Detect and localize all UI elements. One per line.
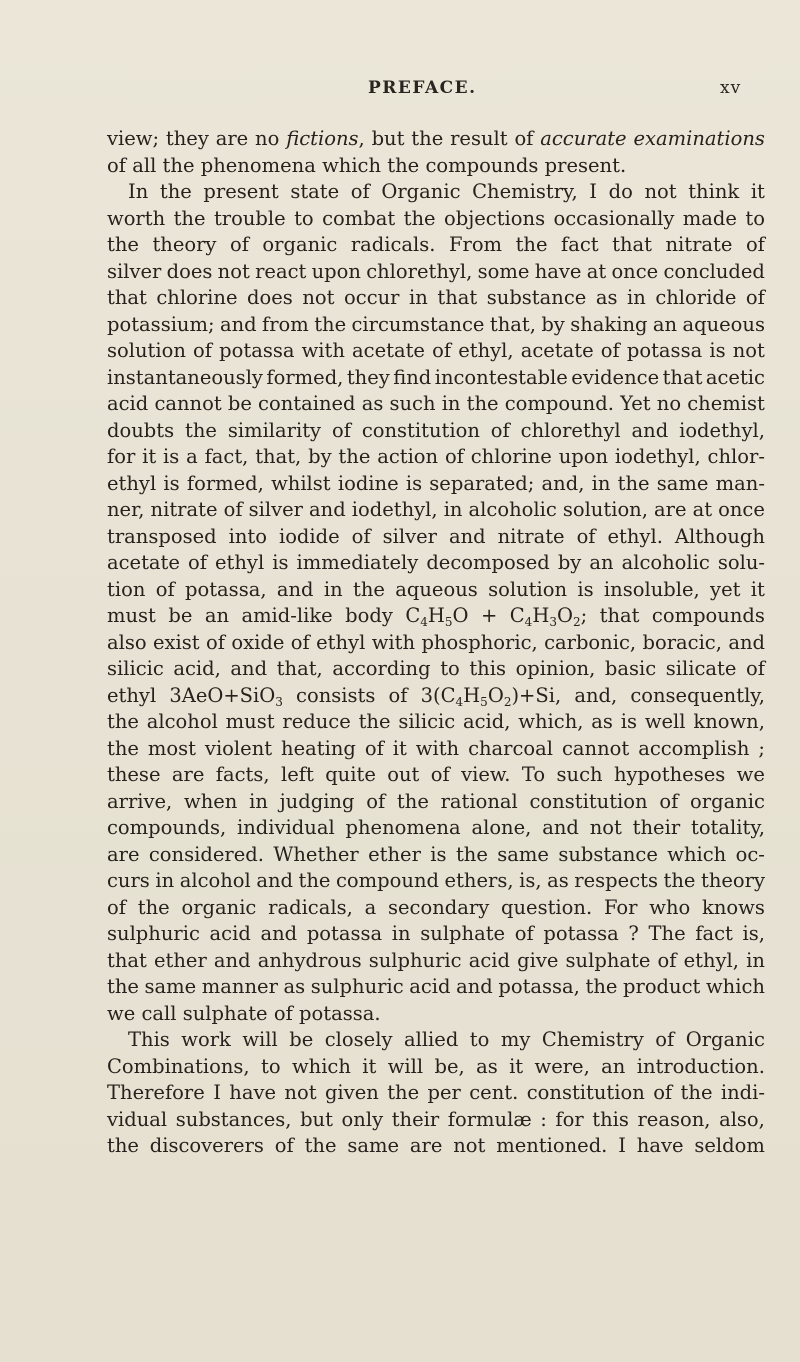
- text-line: potassium; and from the circumstance that, by shaking an aqueous: [107, 312, 765, 336]
- text-line: Therefore I have not given the per cent. constitution of the indi-: [107, 1081, 765, 1104]
- text-line: of the organic radicals, a secondary question. For who knows: [107, 895, 765, 919]
- text-line: view; they are no fictions, but the result of accurate examinations: [107, 127, 765, 150]
- text-line: are considered. Whether ether is the same substance which oc-: [107, 842, 765, 866]
- text-line: for it is a fact, that, by the action of chlorine upon iodethyl, chlor-: [107, 445, 765, 468]
- text-line: sulphuric acid and potassa in sulphate of potassa ? The fact is,: [107, 922, 765, 945]
- text-line: the most violent heating of it with charcoal cannot accomplish ;: [107, 736, 765, 760]
- text-line: solution of potassa with acetate of ethyl, acetate of potassa is not: [107, 339, 765, 362]
- text-line: curs in alcohol and the compound ethers, is, as respects the theory: [107, 869, 765, 892]
- text-line: ethyl is formed, whilst iodine is separated; and, in the same man-: [107, 471, 765, 495]
- text-line: these are facts, left quite out of view. To such hypotheses we: [107, 763, 765, 786]
- text-line: the alcohol must reduce the silicic acid, which, as is well known,: [107, 710, 765, 733]
- text-line: that chlorine does not occur in that substance as in chloride of: [107, 286, 765, 309]
- text-line: acid cannot be contained as such in the compound. Yet no chemist: [107, 392, 765, 415]
- text-line: In the present state of Organic Chemistry, I do not think it: [128, 180, 765, 203]
- text-line: compounds, individual phenomena alone, and not their totality,: [107, 816, 765, 839]
- text-line: transposed into iodide of silver and nitrate of ethyl. Although: [107, 524, 765, 548]
- text-line: the discoverers of the same are not mentioned. I have seldom: [107, 1134, 765, 1157]
- running-title: PREFACE.: [368, 78, 477, 98]
- text-line: silver does not react upon chlorethyl, some have at once concluded: [107, 259, 765, 283]
- page-number: xv: [720, 78, 742, 98]
- text-line: vidual substances, but only their formulæ : for this reason, also,: [107, 1107, 765, 1131]
- text-line: that ether and anhydrous sulphuric acid give sulphate of ethyl, in: [107, 948, 765, 972]
- text-line: of all the phenomena which the compounds present.: [107, 153, 627, 177]
- text-line: ner, nitrate of silver and iodethyl, in alcoholic solution, are at once: [107, 498, 765, 521]
- text-line: arrive, when in judging of the rational constitution of organic: [107, 789, 765, 813]
- text-line: Combinations, to which it will be, as it were, an introduction.: [107, 1054, 765, 1078]
- text-line: must be an amid-like body $C_4H_5O$ + $C_4H_3O_2$; that compounds: [107, 604, 765, 629]
- text-line: ethyl 3AeO+SiO$_3$ consists of $3(C_4H_5O_2)+Si$, and, consequently,: [107, 683, 765, 709]
- text-line: the same manner as sulphuric acid and potassa, the product which: [107, 975, 765, 998]
- text-line: silicic acid, and that, according to this opinion, basic silicate of: [107, 657, 765, 680]
- text-line: worth the trouble to combat the objections occasionally made to: [107, 206, 765, 230]
- text-line: tion of potassa, and in the aqueous solution is insoluble, yet it: [107, 577, 765, 601]
- text-line: the theory of organic radicals. From the fact that nitrate of: [107, 233, 765, 256]
- text-line: we call sulphate of potassa.: [107, 1001, 381, 1025]
- text-line: acetate of ethyl is immediately decomposed by an alcoholic solu-: [107, 551, 765, 574]
- preface-body-text: [107, 126, 765, 1160]
- text-line: doubts the similarity of constitution of chlorethyl and iodethyl,: [107, 418, 765, 442]
- text-line: instantaneously formed, they find incontestable evidence that acetic: [107, 365, 765, 389]
- page-header: [0, 78, 800, 108]
- text-line: This work will be closely allied to my Chemistry of Organic: [128, 1028, 765, 1051]
- text-line: also exist of oxide of ethyl with phosphoric, carbonic, boracic, and: [107, 630, 765, 654]
